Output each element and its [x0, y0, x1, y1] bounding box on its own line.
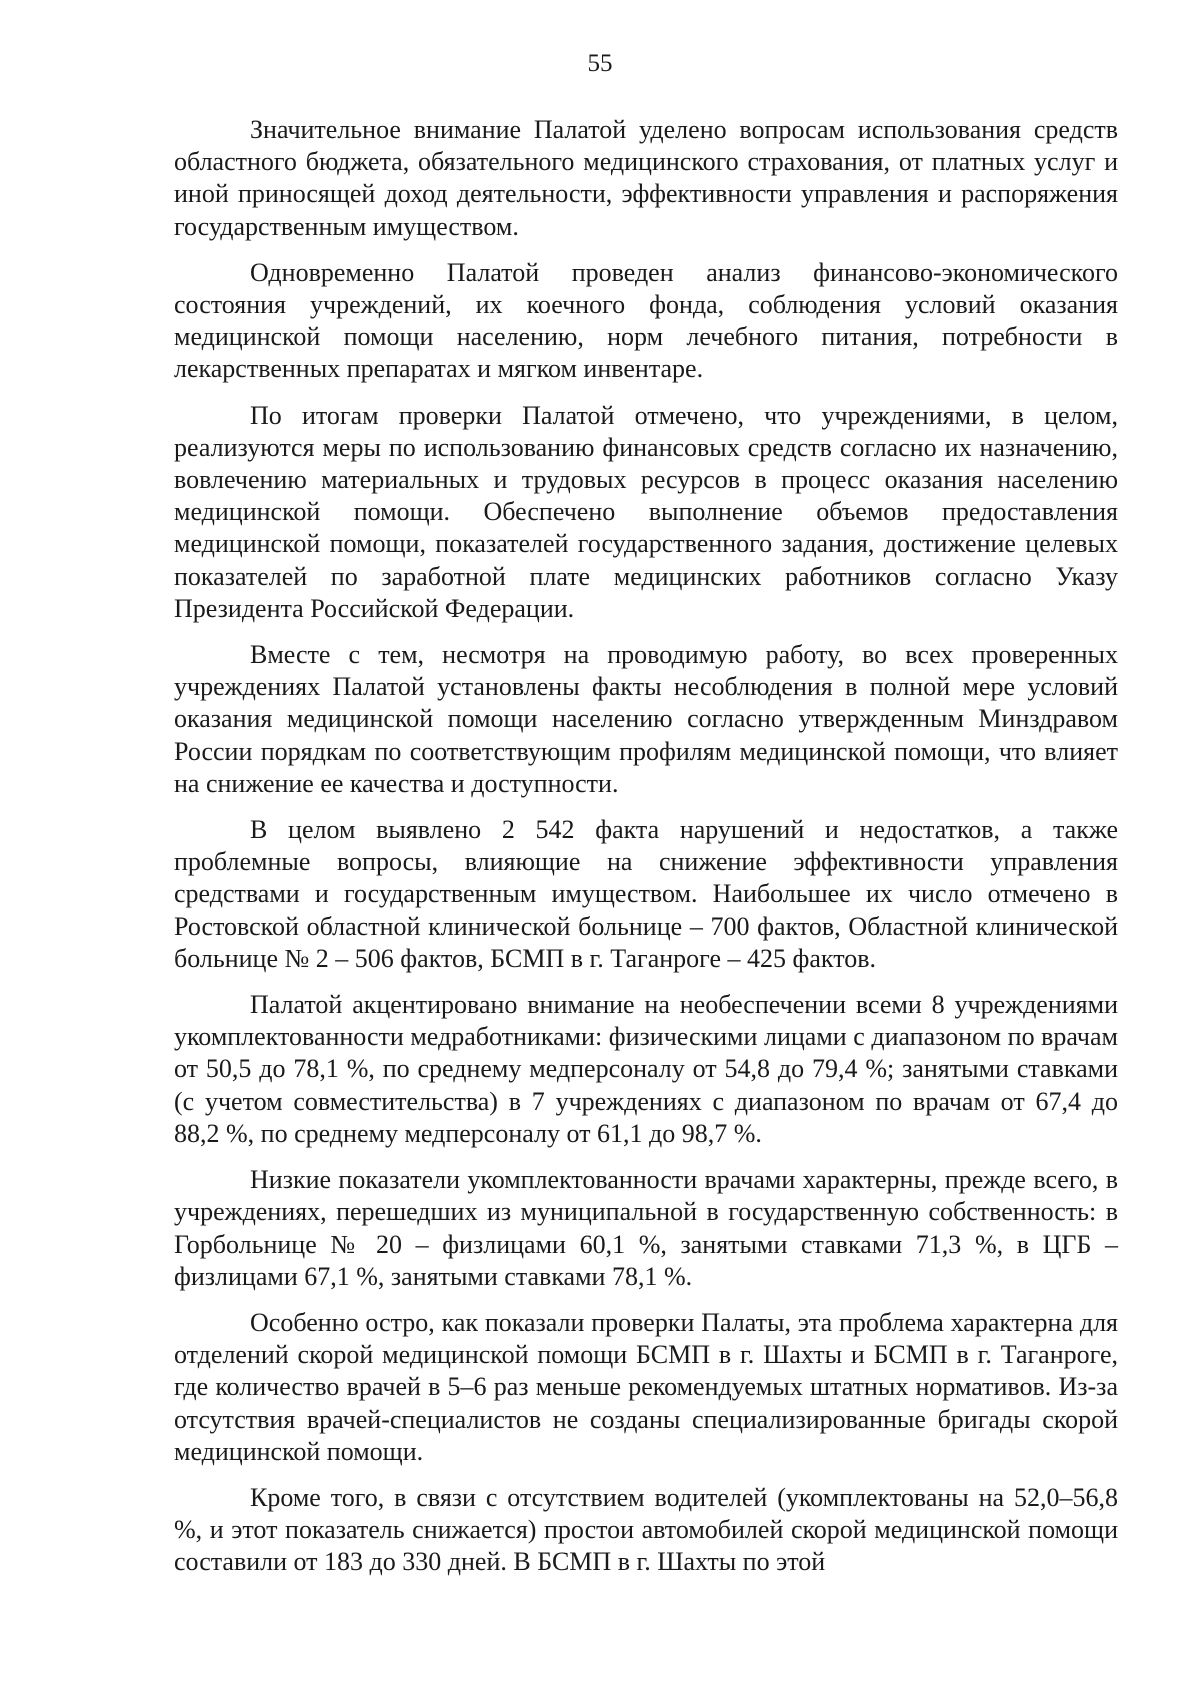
paragraph-6: Палатой акцентировано внимание на необеспечении всеми 8 учреждениями укомплектованности медработниками: физическими лицами с диапазоном по врачам от 50,5 до 78,1 %, по среднему медперсоналу от 54,8 до 79,4 %; занятыми ставками (с учетом совместительства) в 7 учреждениях с диапазоном по врачам от 67,4 до 88,2 %, по среднему медперсоналу от 61,1 до 98,7 %.: [174, 990, 1118, 1148]
paragraph-2: Одновременно Палатой проведен анализ финансово-экономического состояния учреждений, их коечного фонда, соблюдения условий оказания медицинской помощи населению, норм лечебного питания, потребности в лекарственных препаратах и мягком инвентаре.: [174, 257, 1118, 384]
paragraph-4: Вместе с тем, несмотря на проводимую работу, во всех проверенных учреждениях Палатой установлены факты несоблюдения в полной мере условий оказания медицинской помощи населению согласно утвержденным Минздравом России порядкам по соответствующим профилям медицинской помощи, что влияет на снижение ее качества и доступности.: [174, 640, 1118, 798]
page-number: 55: [587, 50, 613, 77]
paragraph-5: В целом выявлено 2 542 факта нарушений и недостатков, а также проблемные вопросы, влияющие на снижение эффективности управления средствами и государственным имуществом. Наибольшее их число отмечено в Ростовской областной клинической больнице – 700 фактов, Областной клинической больнице № 2 – 506 фактов, БСМП в г. Таганроге – 425 фактов.: [174, 815, 1118, 973]
paragraph-1: Значительное внимание Палатой уделено вопросам использования средств областного бюджета, обязательного медицинского страхования, от платных услуг и иной приносящей доход деятельности, эффективности управления и распоряжения государственным имуществом.: [174, 115, 1118, 241]
paragraph-9: Кроме того, в связи с отсутствием водителей (укомплектованы на 52,0–56,8 %, и этот показатель снижается) простои автомобилей скорой медицинской помощи составили от 183 до 330 дней. В БСМП в г. Шахты по этой: [174, 1482, 1118, 1577]
paragraph-7: Низкие показатели укомплектованности врачами характерны, прежде всего, в учреждениях, перешедших из муниципальной в государственную собственность: в Горбольнице № 20 – физлицами 60,1 %, занятыми ставками 71,3 %, в ЦГБ – физлицами 67,1 %, занятыми ставками 78,1 %.: [174, 1165, 1118, 1291]
paragraph-3: По итогам проверки Палатой отмечено, что учреждениями, в целом, реализуются меры по использованию финансовых средств согласно их назначению, вовлечению материальных и трудовых ресурсов в процесс оказания населению медицинской помощи. Обеспечено выполнение объемов предоставления медицинской помощи, показателей государственного задания, достижение целевых показателей по заработной плате медицинских работников согласно Указу Президента Российской Федерации.: [174, 400, 1118, 623]
paragraph-8: Особенно остро, как показали проверки Палаты, эта проблема характерна для отделений скорой медицинской помощи БСМП в г. Шахты и БСМП в г. Таганроге, где количество врачей в 5–6 раз меньше рекомендуемых штатных нормативов. Из-за отсутствия врачей-специалистов не созданы специализированные бригады скорой медицинской помощи.: [174, 1307, 1118, 1466]
body-text: [174, 114, 1118, 1593]
